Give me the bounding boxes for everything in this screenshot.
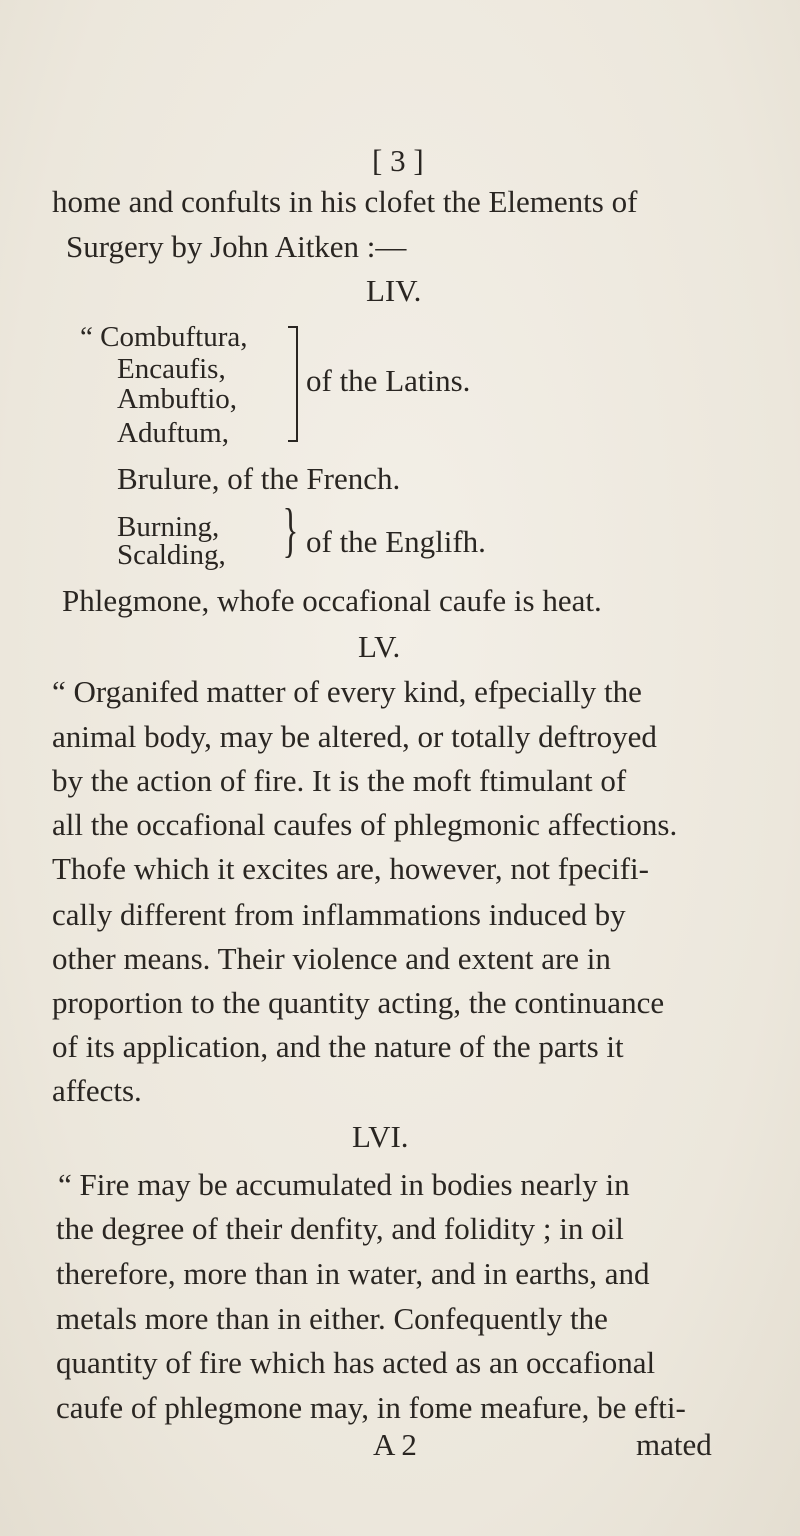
- latin-note: of the Latins.: [306, 363, 471, 398]
- english-term: Scalding,: [117, 539, 226, 571]
- catchword: mated: [636, 1427, 712, 1462]
- body-line: therefore, more than in water, and in earths, and: [56, 1256, 650, 1291]
- english-term: Burning,: [117, 511, 220, 543]
- body-line: cally different from inflammations induced by: [52, 897, 626, 932]
- section-numeral-55: LV.: [358, 629, 401, 664]
- french-line: Brulure, of the French.: [117, 461, 401, 496]
- body-line: caufe of phlegmone may, in fome meafure, be efti-: [56, 1390, 686, 1425]
- body-line: all the occafional caufes of phlegmonic affections.: [52, 807, 678, 842]
- intro-line-2: Surgery by John Aitken :—: [66, 229, 407, 264]
- body-line: of its application, and the nature of the parts it: [52, 1029, 624, 1064]
- body-line: affects.: [52, 1073, 142, 1108]
- latin-term: “ Combuftura,: [80, 321, 248, 353]
- body-line: “ Organifed matter of every kind, efpecially the: [52, 674, 642, 709]
- body-line: “ Fire may be accumulated in bodies nearly in: [58, 1167, 630, 1202]
- body-line: quantity of fire which has acted as an occafional: [56, 1345, 656, 1380]
- body-line: Thofe which it excites are, however, not fpecifi-: [52, 851, 649, 886]
- latin-term: Ambuftio,: [117, 383, 238, 415]
- section-numeral-54: LIV.: [366, 273, 422, 308]
- latin-term: Aduftum,: [117, 417, 229, 449]
- latin-term: Encaufis,: [117, 353, 226, 385]
- body-line: other means. Their violence and extent are in: [52, 941, 611, 976]
- intro-line-1: home and confults in his clofet the Elements of: [52, 184, 638, 219]
- section-numeral-56: LVI.: [352, 1119, 409, 1154]
- definition-line: Phlegmone, whofe occafional caufe is heat.: [62, 583, 602, 618]
- body-line: proportion to the quantity acting, the continuance: [52, 985, 665, 1020]
- signature-mark: A 2: [373, 1427, 417, 1462]
- english-brace: }: [282, 497, 299, 563]
- body-line: by the action of fire. It is the moft ftimulant of: [52, 763, 627, 798]
- english-note: of the Englifh.: [306, 524, 486, 559]
- body-line: the degree of their denfity, and folidity ; in oil: [56, 1211, 624, 1246]
- body-line: metals more than in either. Confequently the: [56, 1301, 608, 1336]
- page-number: [ 3 ]: [372, 143, 424, 178]
- body-line: animal body, may be altered, or totally deftroyed: [52, 719, 657, 754]
- latin-brace: [288, 326, 298, 442]
